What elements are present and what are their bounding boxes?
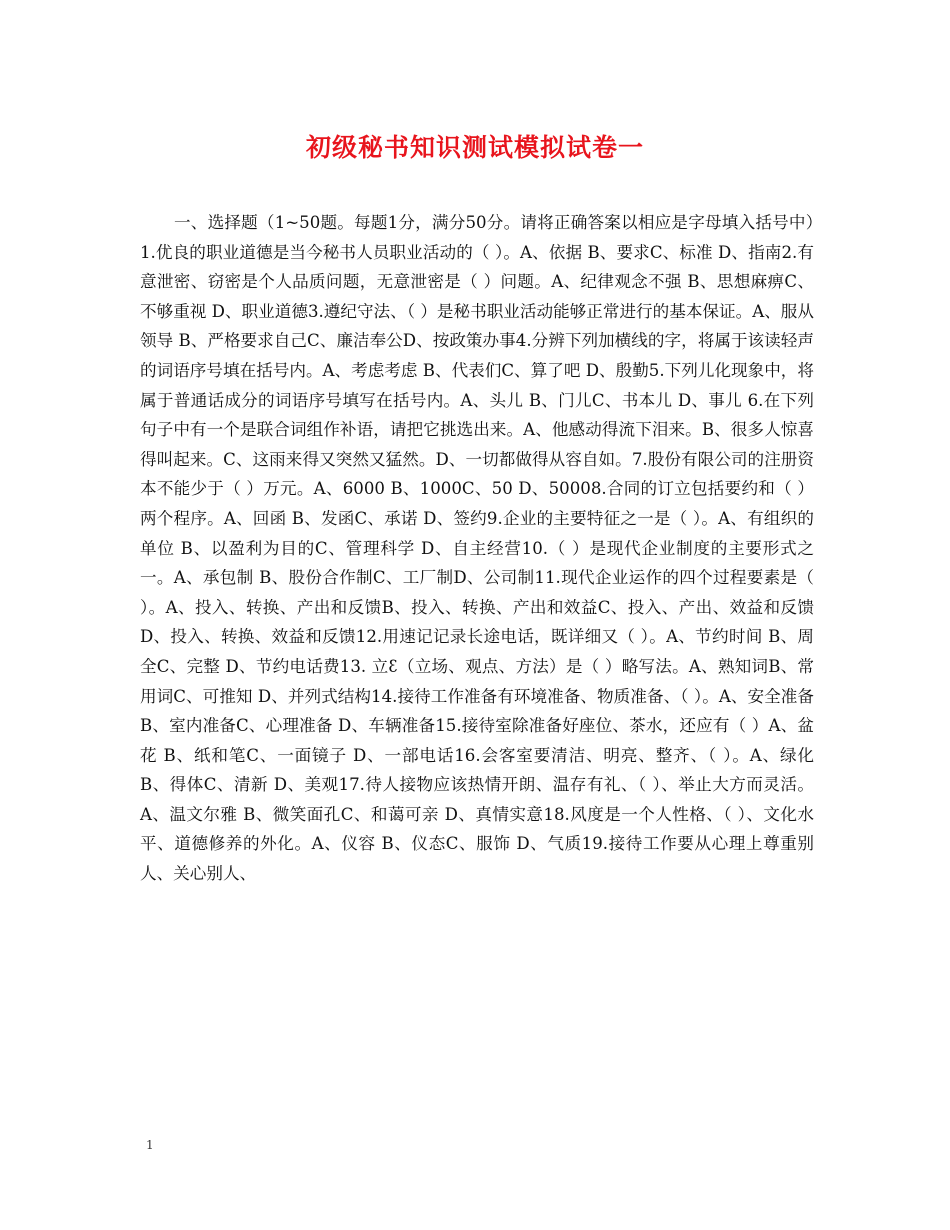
exam-questions-paragraph: 一、选择题（1~50题。每题1分，满分50分。请将正确答案以相应是字母填入括号中）1.优良的职业道德是当今秘书人员职业活动的（ ）。A、依据 B、要求C、标准 D、指南2.有意泄密、窃密是个人品质问题，无意泄密是（ ）问题。A、纪律观念不强 B、思想麻痹C、不够重视 D、职业道德3.遵纪守法、（ ）是秘书职业活动能够正常进行的基本保证。A、服从领导 B、严格要求自己C、廉洁奉公D、按政策办事4.分辨下列加横线的字，将属于该读轻声的词语序号填在括号内。A、考虑考虑 B、代表们C、算了吧 D、殷勤5.下列儿化现象中，将属于普通话成分的词语序号填写在括号内。A、头儿 B、门儿C、书本儿 D、事儿 6.在下列句子中有一个是联合词组作补语，请把它挑选出来。A、他感动得流下泪来。B、很多人惊喜得叫起来。C、这雨来得又突然又猛然。D、一切都做得从容自如。7.股份有限公司的注册资本不能少于（ ）万元。A、6000 B、1000C、50 D、50008.合同的订立包括要约和（ ）两个程序。A、回函 B、发函C、承诺 D、签约9.企业的主要特征之一是（ ）。A、有组织的单位 B、以盈利为目的C、管理科学 D、自主经营10.（ ）是现代企业制度的主要形式之一。A、承包制 B、股份合作制C、工厂制D、公司制11.现代企业运作的四个过程要素是（ ）。A、投入、转换、产出和反馈B、投入、转换、产出和效益C、投入、产出、效益和反馈D、投入、转换、效益和反馈12.用速记记录长途电话，既详细又（ ）。A、节约时间 B、周全C、完整 D、节约电话费13. 立ꜫ（立场、观点、方法）是（ ）略写法。A、熟知词B、常用词C、可推知 D、并列式结构14.接待工作准备有环境准备、物质准备、（ ）。A、安全准备 B、室内准备C、心理准备 D、车辆准备15.接待室除准备好座位、茶水，还应有（ ）A、盆花 B、纸和笔C、一面镜子 D、一部电话16.会客室要清洁、明亮、整齐、（ ）。A、绿化 B、得体C、清新 D、美观17.待人接物应该热情开朗、温存有礼、（ ）、举止大方而灵活。A、温文尔雅 B、微笑面孔C、和蔼可亲 D、真情实意18.风度是一个人性格、（ ）、文化水平、道德修养的外化。A、仪容 B、仪态C、服饰 D、气质19.接待工作要从心理上尊重别人、关心别人、 [140,213,815,884]
document-title: 初级秘书知识测试模拟试卷一 [305,133,644,162]
page-number: 1 [146,1138,154,1152]
